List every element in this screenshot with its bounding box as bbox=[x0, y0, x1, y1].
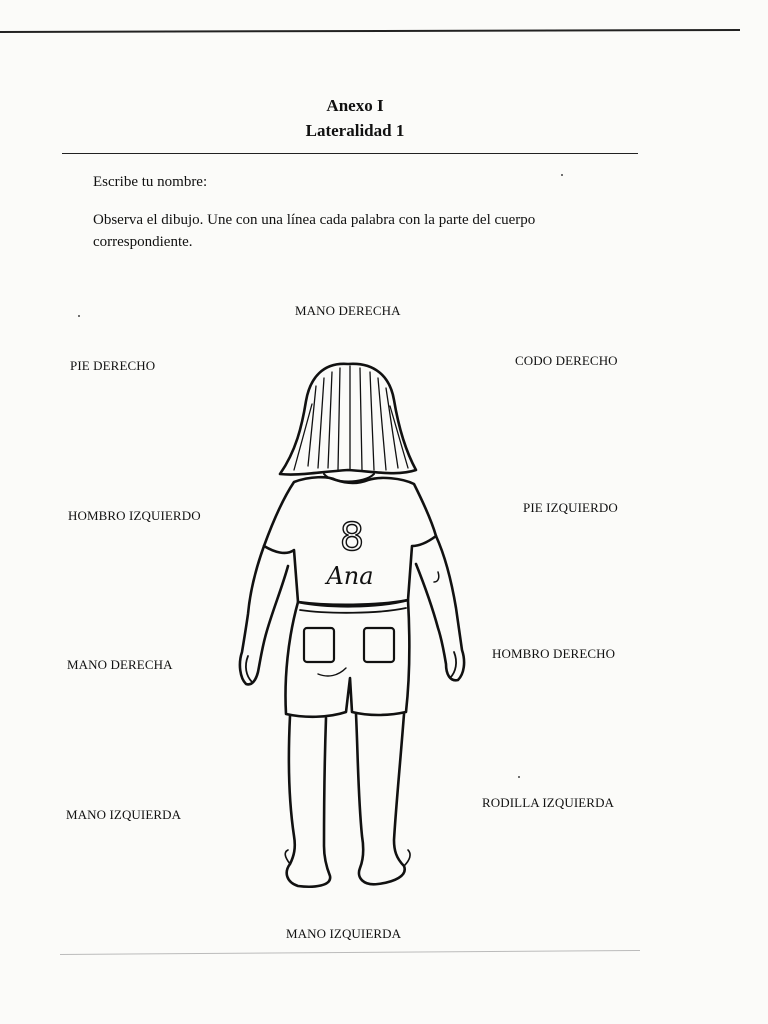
label-right-1: CODO DERECHO bbox=[515, 353, 618, 368]
page-subtitle: Lateralidad 1 bbox=[305, 121, 405, 140]
label-left-2: HOMBRO IZQUIERDO bbox=[68, 508, 201, 523]
child-figure-illustration bbox=[228, 356, 478, 896]
paper-speck bbox=[518, 776, 520, 778]
right-arm bbox=[416, 536, 464, 680]
hair bbox=[280, 364, 416, 475]
paper-speck bbox=[561, 174, 563, 176]
label-bottom: MANO IZQUIERDA bbox=[286, 926, 402, 941]
paper-speck bbox=[78, 315, 80, 317]
label-right-4: RODILLA IZQUIERDA bbox=[482, 795, 615, 810]
page-top-rule bbox=[0, 29, 740, 33]
page-bottom-rule bbox=[60, 950, 640, 955]
name-prompt: Escribe tu nombre: bbox=[93, 174, 208, 190]
label-right-3: HOMBRO DERECHO bbox=[492, 646, 616, 661]
right-leg bbox=[356, 714, 405, 884]
label-top: MANO DERECHA bbox=[295, 303, 401, 318]
label-left-1: PIE DERECHO bbox=[70, 358, 156, 373]
page-title: Anexo I bbox=[326, 96, 384, 115]
label-left-3: MANO DERECHA bbox=[67, 657, 173, 672]
shirt-number: 8 bbox=[339, 515, 365, 559]
header-divider bbox=[62, 153, 638, 154]
label-right-2: PIE IZQUIERDO bbox=[523, 500, 618, 515]
task-instruction: Observa el dibujo. Une con una línea cada palabra con la parte del cuerpo correspondiente. bbox=[93, 212, 536, 250]
label-left-4: MANO IZQUIERDA bbox=[66, 807, 182, 822]
left-leg bbox=[287, 716, 330, 887]
left-arm bbox=[240, 546, 288, 684]
shirt-name: Ana bbox=[326, 562, 374, 590]
